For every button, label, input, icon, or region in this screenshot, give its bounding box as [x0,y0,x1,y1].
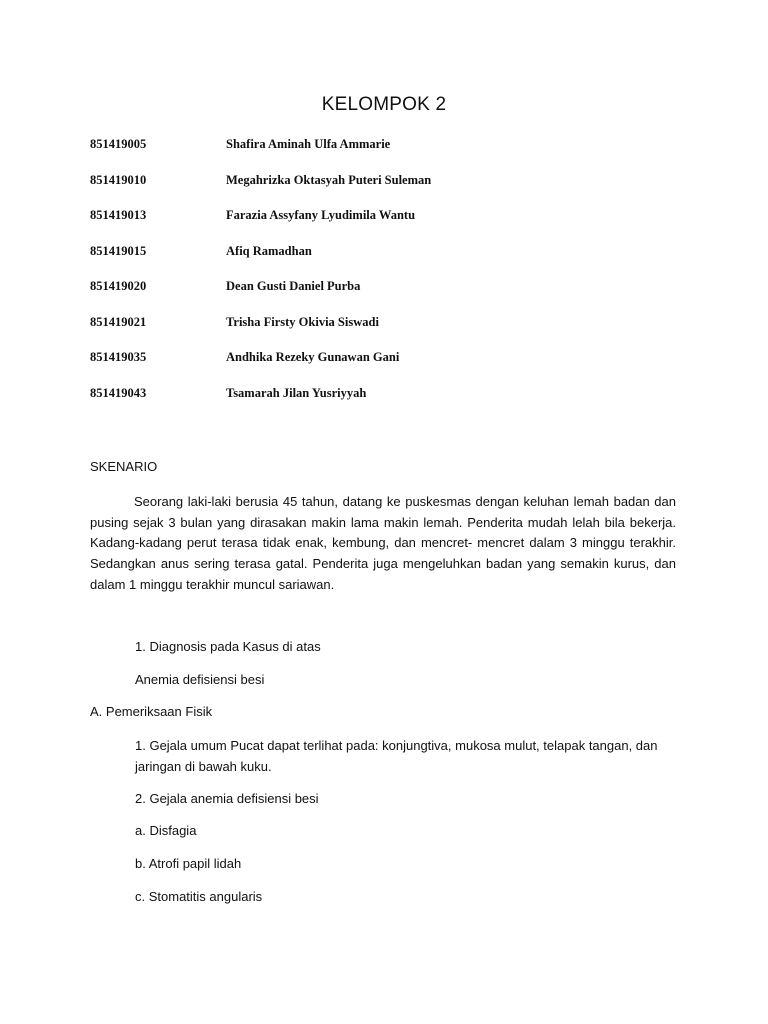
member-name: Andhika Rezeky Gunawan Gani [226,350,400,364]
scenario-heading: SKENARIO [90,459,158,474]
physical-exam-item-1: 1. Gejala umum Pucat dapat terlihat pada: konjungtiva, mukosa mulut, telapak tangan, dan jaringan di bawah kuku. [135,738,658,774]
member-row [90,243,690,279]
member-nim: 851419043 [90,385,147,400]
member-row [90,314,690,350]
member-nim: 851419005 [90,137,147,151]
member-nim: 851419020 [90,279,147,293]
member-nim: 851419010 [90,172,147,187]
member-row [90,349,690,385]
symptom-item: c. Stomatitis angularis [135,889,263,904]
member-row [90,385,690,421]
member-name: Shafira Aminah Ulfa Ammarie [226,137,391,151]
member-name: Megahrizka Oktasyah Puteri Suleman [226,172,432,187]
member-name: Farazia Assyfany Lyudimila Wantu [226,208,416,222]
member-name: Afiq Ramadhan [226,243,312,258]
diagnosis-heading: 1. Diagnosis pada Kasus di atas [135,639,321,654]
symptom-item: b. Atrofi papil lidah [135,856,242,871]
member-nim: 851419015 [90,243,147,258]
member-row [90,278,690,314]
document-title: KELOMPOK 2 [321,94,447,115]
member-nim: 851419013 [90,208,147,222]
symptom-item: a. Disfagia [135,823,197,838]
member-row [90,207,690,243]
member-name: Trisha Firsty Okivia Siswadi [226,314,379,329]
member-list [90,136,690,420]
diagnosis-answer: Anemia defisiensi besi [135,672,265,687]
physical-exam-item-2: 2. Gejala anemia defisiensi besi [135,791,319,806]
member-row [90,172,690,208]
member-row [90,136,690,172]
physical-exam-heading: A. Pemeriksaan Fisik [90,704,213,719]
member-name: Tsamarah Jilan Yusriyyah [226,385,367,400]
member-nim: 851419035 [90,350,147,364]
member-nim: 851419021 [90,314,147,329]
scenario-paragraph: Seorang laki-laki berusia 45 tahun, datang ke puskesmas dengan keluhan lemah badan dan pusing sejak 3 bulan yang dirasakan makin lama makin lemah. Penderita mudah lelah bila bekerja. Kadang-kadang perut terasa tidak enak, kembung, dan mencret- mencret dalam 3 minggu terakhir. Sedangkan anus sering terasa gatal. Penderita juga mengeluhkan badan yang semakin kurus, dan dalam 1 minggu terakhir muncul sariawan. [90,494,676,592]
member-name: Dean Gusti Daniel Purba [226,279,361,293]
